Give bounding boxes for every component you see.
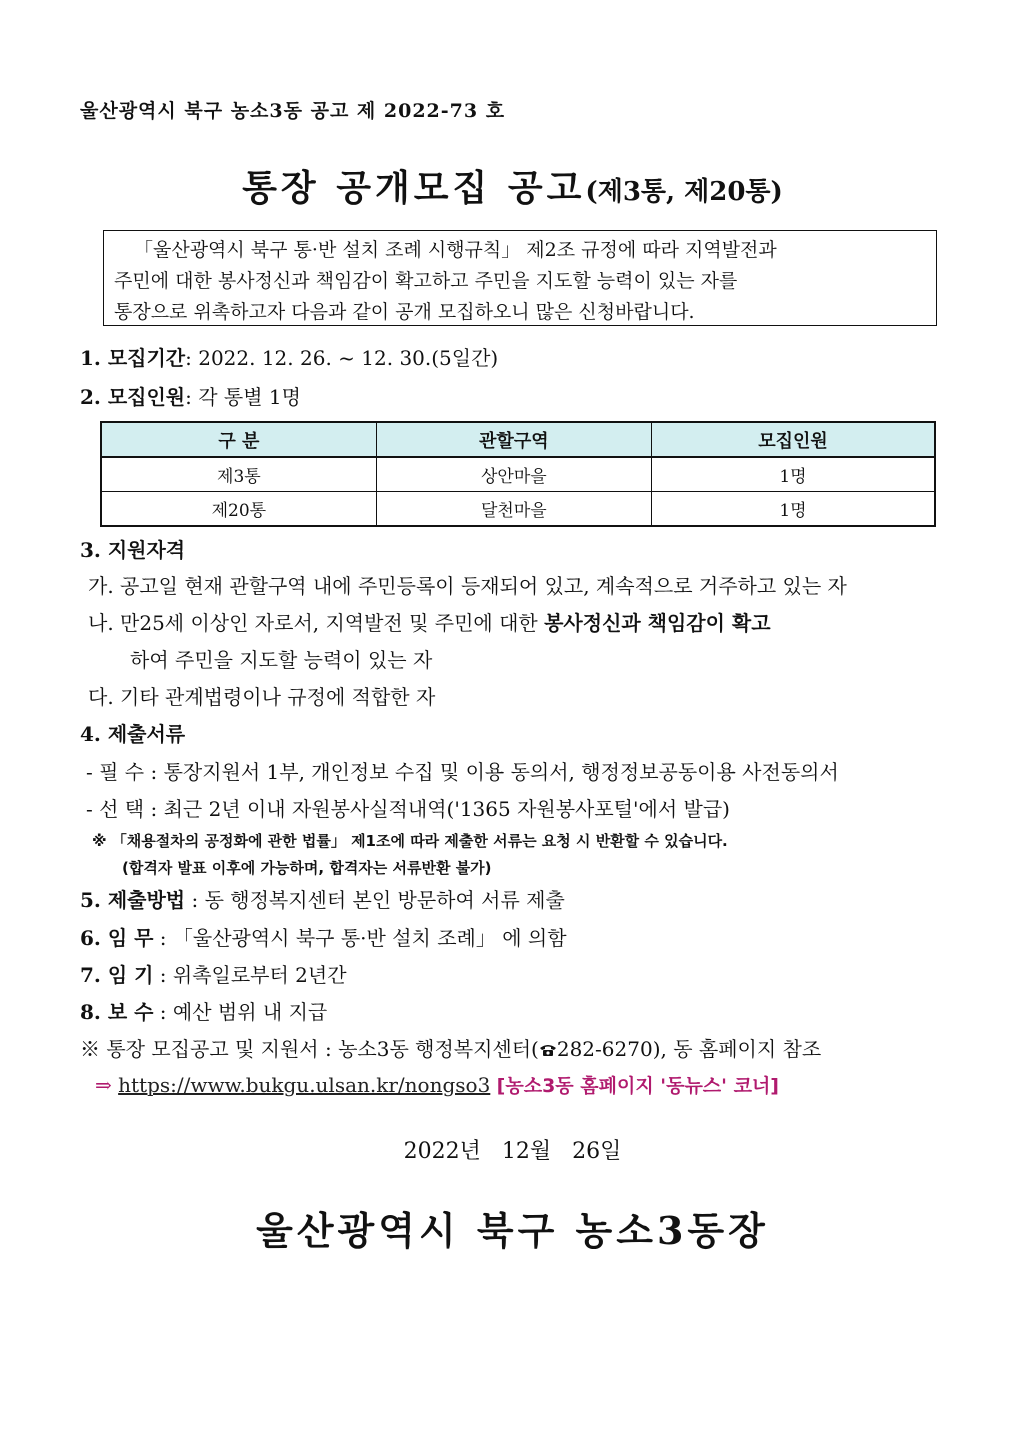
intro-line-1: 「울산광역시 북구 통·반 설치 조례 시행규칙」 제2조 규정에 따라 지역발전과 <box>134 239 777 261</box>
section-period-value: : 2022. 12. 26. ~ 12. 30.(5일간) <box>185 346 499 370</box>
table-cell: 달천마을 <box>376 492 651 527</box>
qualification-c: 다. 기타 관계법령이나 규정에 적합한 자 <box>88 685 436 709</box>
arrow-icon: ⇒ <box>95 1073 112 1097</box>
table-header: 구 분 <box>101 422 376 457</box>
section-period-label: 1. 모집기간 <box>80 346 186 370</box>
table-row <box>101 457 935 492</box>
section-people <box>80 381 301 410</box>
homepage-board-label: [농소3동 홈페이지 '동뉴스' 코너] <box>496 1075 779 1097</box>
section-people-label: 2. 모집인원 <box>80 385 186 409</box>
signer: 울산광역시 북구 농소3동장 <box>256 1208 769 1253</box>
section-term <box>80 959 347 988</box>
intro-line-2: 주민에 대한 봉사정신과 책임감이 확고하고 주민을 지도할 능력이 있는 자를 <box>114 270 738 292</box>
notice-number: 울산광역시 북구 농소3동 공고 제 2022-73 호 <box>80 100 506 122</box>
qualification-a: 가. 공고일 현재 관할구역 내에 주민등록이 등재되어 있고, 계속적으로 거주하고 있는 자 <box>88 574 847 598</box>
section-duty <box>80 922 567 951</box>
title-main: 통장 공개모집 공고 <box>242 167 586 209</box>
documents-note-1: ※ 「채용절차의 공정화에 관한 법률」 제1조에 따라 제출한 서류는 요청 시 반환할 수 있습니다. <box>92 832 728 850</box>
phone-icon <box>539 1043 557 1057</box>
section-qualification-label: 3. 지원자격 <box>80 538 186 562</box>
page-title <box>0 160 1025 211</box>
table-cell: 1명 <box>651 457 935 492</box>
section-pay <box>80 996 327 1025</box>
table-header: 관할구역 <box>376 422 651 457</box>
reference-phone: 282-6270 <box>556 1037 653 1061</box>
reference-text: ※ 통장 모집공고 및 지원서 : 농소3동 행정복지센터( <box>80 1037 539 1061</box>
section-documents-label: 4. 제출서류 <box>80 722 186 746</box>
qualification-b <box>88 607 771 636</box>
section-method-value: : 동 행정복지센터 본인 방문하여 서류 제출 <box>185 888 565 912</box>
table-cell: 1명 <box>651 492 935 527</box>
section-duty-label: 6. 임 무 <box>80 926 154 950</box>
section-people-value: : 각 통별 1명 <box>185 385 301 409</box>
reference-text-end: ), 동 홈페이지 참조 <box>652 1037 822 1061</box>
section-pay-value: : 예산 범위 내 지급 <box>153 1000 328 1024</box>
section-duty-value: : 「울산광역시 북구 통·반 설치 조례」 에 의함 <box>153 926 567 950</box>
table-cell: 제3통 <box>101 457 376 492</box>
table-cell: 제20통 <box>101 492 376 527</box>
documents-optional: - 선 택 : 최근 2년 이내 자원봉사실적내역('1365 자원봉사포털'에서 발급) <box>86 797 730 821</box>
documents-note-2: (합격자 발표 이후에 가능하며, 합격자는 서류반환 불가) <box>122 859 492 877</box>
table-header: 모집인원 <box>651 422 935 457</box>
qualification-b-continued: 하여 주민을 지도할 능력이 있는 자 <box>130 648 433 672</box>
section-term-label: 7. 임 기 <box>80 963 154 987</box>
table-cell: 상안마을 <box>376 457 651 492</box>
notice-date: 2022년 12월 26일 <box>403 1139 622 1164</box>
table-header-row <box>101 422 935 457</box>
intro-line-3: 통장으로 위촉하고자 다음과 같이 공개 모집하오니 많은 신청바랍니다. <box>114 301 695 323</box>
documents-required: - 필 수 : 통장지원서 1부, 개인정보 수집 및 이용 동의서, 행정정보공동이용 사전동의서 <box>86 760 839 784</box>
section-period <box>80 342 498 371</box>
section-pay-label: 8. 보 수 <box>80 1000 154 1024</box>
qualification-b-emphasis: 봉사정신과 책임감이 확고 <box>544 611 771 635</box>
section-method-label: 5. 제출방법 <box>80 888 186 912</box>
recruit-table <box>100 421 936 527</box>
qualification-b-text: 나. 만25세 이상인 자로서, 지역발전 및 주민에 대한 <box>88 611 545 635</box>
url-line <box>95 1071 779 1098</box>
title-sub: (제3통, 제20통) <box>585 177 783 207</box>
homepage-link[interactable]: https://www.bukgu.ulsan.kr/nongso3 <box>118 1073 491 1097</box>
table-row <box>101 492 935 527</box>
section-method <box>80 884 565 913</box>
reference-line <box>80 1033 821 1062</box>
section-term-value: : 위촉일로부터 2년간 <box>153 963 347 987</box>
intro-box <box>103 230 937 326</box>
